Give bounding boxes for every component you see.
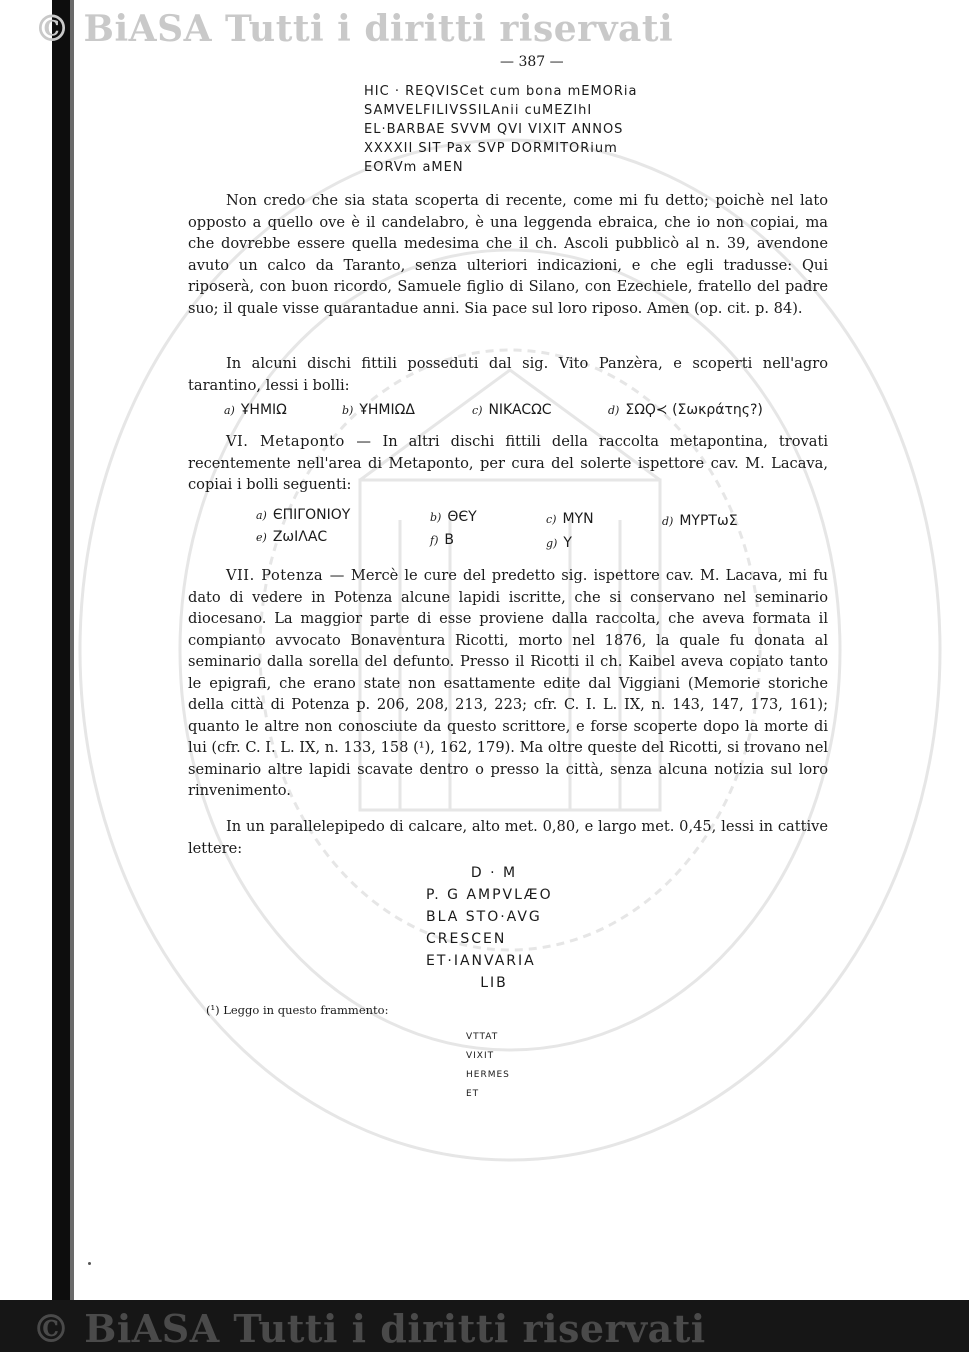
inscription-line: HIC · REQVISCet cum bona mEMORia	[364, 84, 638, 99]
stamp-item	[430, 509, 477, 525]
paragraph-candelabro	[188, 190, 828, 319]
inscription-line: BLA STO·AVG	[426, 909, 542, 925]
inscription-latin-potenza	[426, 862, 562, 994]
section-heading-metaponto: VI. Metaponto —	[226, 433, 372, 450]
stamp-text: ZωΙΛΑC	[272, 529, 328, 545]
stamp-item	[546, 535, 572, 551]
book-spine-edge	[70, 0, 74, 1300]
stamp-text: ҰHMIΩΔ	[359, 402, 415, 418]
stamp-item	[472, 402, 552, 418]
inscription-line: ET·IANVARIA	[426, 953, 536, 969]
inscription-line: LIB	[480, 975, 508, 991]
stamp-letter: e)	[256, 531, 267, 544]
paragraph-text: In alcuni dischi fittili posseduti dal sig. Vito Panzèra, e scoperti nell'agro tarantino, lessi i bolli:	[188, 355, 828, 394]
stamp-item	[342, 402, 415, 418]
paragraph-potenza	[188, 565, 828, 802]
stamp-text: NIKACΩC	[488, 402, 552, 418]
stamp-text: MYN	[562, 511, 594, 527]
inscription-footnote-fragment	[466, 1028, 510, 1104]
inscription-line: XXXXII SIT Pax SVP DORMITORium	[364, 141, 618, 156]
paragraph-text: Non credo che sia stata scoperta di recente, come mi fu detto; poichè nel lato opposto a quello ove è il candelabro, è una leggenda ebraica, che io non copiai, ma che dovrebbe essere quella medesima che il ch. Ascoli pubblicò al n. 39, avendone avuto un calco da Taranto, senza ulteriori indicazioni, e che egli tradusse: Qui riposerà, con buon ricordo, Samuele figlio di Silano, con Ezechiele, fratello del padre suo; il quale visse quarantadue anni. Sia pace sul loro riposo. Amen (op. cit. p. 84).	[188, 192, 828, 317]
stamp-letter: a)	[224, 404, 235, 417]
stamp-item	[430, 532, 454, 548]
stamp-text: B	[444, 532, 454, 548]
stamp-item	[546, 511, 594, 527]
stamp-text: ҰHMIΩ	[240, 402, 287, 418]
stamp-text: Y	[563, 535, 572, 551]
paragraph-text: In un parallelepipedo di calcare, alto met. 0,80, e largo met. 0,45, lessi in cattive lettere:	[188, 818, 828, 857]
stamp-text: MYPTωΣ	[679, 513, 738, 529]
stamp-item	[256, 529, 327, 545]
stamp-letter: b)	[342, 404, 354, 417]
inscription-hebrew-latin	[364, 82, 638, 177]
stamp-letter: g)	[546, 537, 558, 550]
paragraph-metaponto	[188, 431, 828, 496]
inscription-line: VIXIT	[466, 1051, 495, 1061]
stamp-item	[256, 507, 350, 523]
page-number: — 387 —	[500, 54, 564, 70]
paragraph-text: In altri dischi fittili della raccolta metapontina, trovati recentemente nell'area di Metaponto, per cura del solerte ispettore cav. M. Lacava, copiai i bolli seguenti:	[188, 433, 828, 493]
inscription-line: VTTAT	[466, 1032, 499, 1042]
footnote: (¹) Leggo in questo frammento:	[206, 1003, 389, 1017]
inscription-line: SAMVELFILIVSSILAnii cuMEZIhI	[364, 103, 593, 118]
stamp-letter: a)	[256, 509, 267, 522]
watermark-top: © BiASA Tutti i diritti riservati	[34, 8, 674, 50]
stamp-item	[608, 402, 763, 418]
stamp-item	[224, 402, 287, 418]
inscription-line: EORVm aMEN	[364, 160, 464, 175]
paragraph-text: Mercè le cure del predetto sig. ispettore cav. M. Lacava, mi fu dato di vedere in Potenza alcune lapidi iscritte, che si conservano nel seminario diocesano. La maggior parte di esse proviene dalla raccolta, che aveva formata il compianto avvocato Bonaventura Ricotti, morto nel 1876, la quale fu donata al seminario dalla sorella del defunto. Presso il Ricotti il ch. Kaibel aveva copiato tanto le epigrafi, che erano state non esattamente edite dal Viggiani (Memorie storiche della città di Potenza p. 206, 208, 213, 223; cfr. C. I. L. IX, n. 143, 147, 173, 161); quanto le altre non conosciute da questo scrittore, e forse scoperte dopo la morte di lui (cfr. C. I. L. IX, n. 133, 158 (¹), 162, 179). Ma oltre queste del Ricotti, si trovano nel seminario altre lapidi scavate dentro o presso la città, senza alcuna notizia sul loro rinvenimento.	[188, 567, 828, 799]
paragraph-parallelepipedo	[188, 816, 828, 859]
inscription-line: D · M	[470, 865, 518, 881]
section-heading-potenza: VII. Potenza —	[226, 567, 345, 584]
scan-speck	[88, 1262, 91, 1265]
inscription-line: EL·BARBAE SVVM QVI VIXIT ANNOS	[364, 122, 624, 137]
stamp-item	[662, 513, 738, 529]
inscription-line: ET	[466, 1089, 480, 1099]
inscription-line: P. G AMPVLÆO	[426, 887, 553, 903]
stamp-text: ЄΠΙΓΟΝΙΟΥ	[272, 507, 351, 523]
stamp-letter: f)	[430, 534, 439, 547]
stamp-text: ΘЄΥ	[447, 509, 477, 525]
stamp-text: ΣΩϘ≺ (Σωκράτης?)	[625, 402, 763, 418]
inscription-line: HERMES	[466, 1070, 510, 1080]
watermark-bottom: © BiASA Tutti i diritti riservati	[32, 1306, 706, 1351]
inscription-line: CRESCEN	[426, 931, 507, 947]
stamp-letter: c)	[472, 404, 483, 417]
stamp-letter: d)	[608, 404, 620, 417]
stamp-letter: d)	[662, 515, 674, 528]
paragraph-panzera	[188, 353, 828, 396]
book-spine-shadow	[52, 0, 70, 1300]
stamp-letter: c)	[546, 513, 557, 526]
stamp-letter: b)	[430, 511, 442, 524]
